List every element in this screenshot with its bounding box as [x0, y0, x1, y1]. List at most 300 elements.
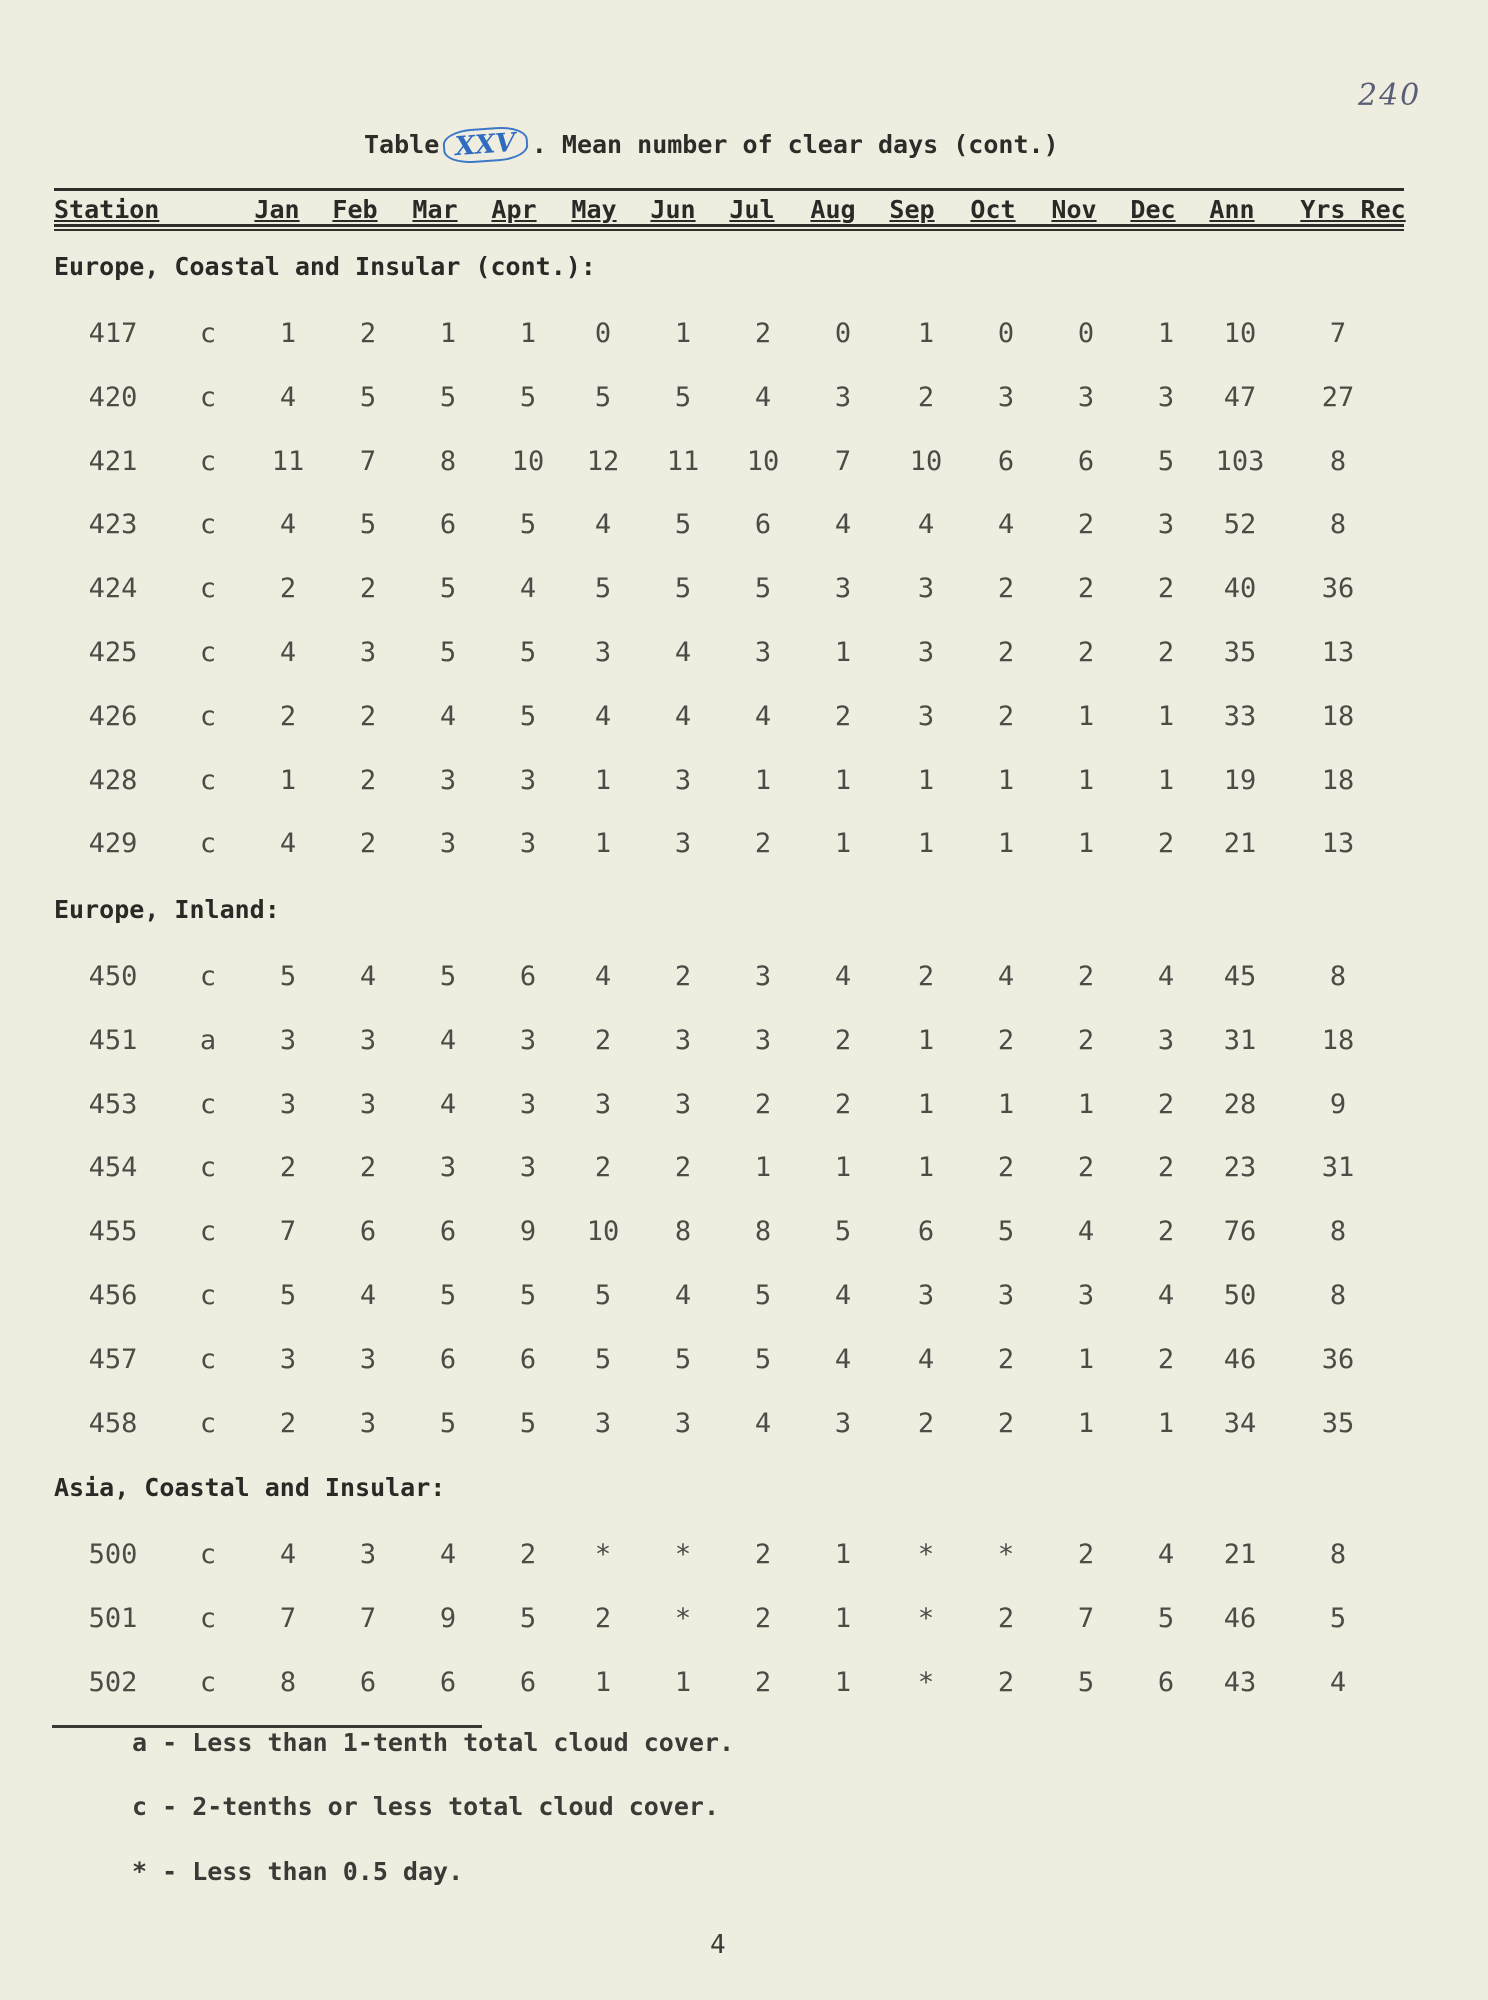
station-id-cell: 429 [88, 828, 138, 860]
table-cell: 50 [1223, 1280, 1257, 1311]
station-id-cell: 425 [88, 637, 138, 668]
table-cell: 5 [594, 381, 612, 413]
table-cell: 2 [594, 1602, 612, 1634]
table-cell: 2 [279, 1407, 297, 1439]
table-cell: 2 [997, 1024, 1015, 1056]
table-cell: 6 [439, 1343, 457, 1375]
page-number: 4 [710, 1930, 726, 1960]
table-cell: 3 [997, 381, 1015, 413]
table-cell: 2 [279, 700, 297, 732]
table-cell: 2 [1157, 637, 1175, 668]
table-cell: 3 [917, 700, 935, 732]
table-cell: 6 [997, 445, 1015, 477]
table-cell: 5 [834, 1216, 852, 1248]
table-cell: 4 [1329, 1666, 1347, 1698]
table-cell: 4 [279, 509, 297, 541]
table-cell: 2 [997, 1343, 1015, 1375]
cloud-class-cell: c [199, 1666, 217, 1698]
table-cell: 1 [834, 1539, 852, 1570]
table-cell: 27 [1321, 381, 1355, 413]
section-heading: Europe, Coastal and Insular (cont.): [54, 252, 596, 281]
cloud-class-cell: c [199, 381, 217, 413]
table-cell: * [997, 1539, 1015, 1570]
table-cell: 2 [917, 1407, 935, 1439]
table-cell: 6 [519, 961, 537, 992]
table-cell: 1 [1077, 1343, 1095, 1375]
table-cell: 5 [519, 1602, 537, 1634]
table-cell: 2 [1077, 1539, 1095, 1570]
table-cell: 1 [917, 1152, 935, 1184]
station-id-cell: 501 [88, 1602, 138, 1634]
table-cell: 1 [834, 764, 852, 796]
table-cell: 2 [1077, 637, 1095, 668]
table-cell: 3 [997, 1280, 1015, 1311]
table-cell: 2 [1157, 828, 1175, 860]
table-cell: 2 [674, 961, 692, 992]
table-cell: 4 [1077, 1216, 1095, 1248]
table-cell: 5 [594, 1343, 612, 1375]
table-cell: 8 [1329, 961, 1347, 992]
table-cell: 2 [1077, 961, 1095, 992]
table-cell: 3 [834, 381, 852, 413]
table-cell: 10 [586, 1216, 620, 1248]
table-cell: 2 [997, 1407, 1015, 1439]
table-cell: 6 [439, 1216, 457, 1248]
table-cell: 2 [754, 1088, 772, 1120]
table-cell: 6 [1077, 445, 1095, 477]
table-cell: 10 [909, 445, 943, 477]
table-cell: 3 [279, 1024, 297, 1056]
cloud-class-cell: c [199, 1088, 217, 1120]
table-cell: 3 [674, 1024, 692, 1056]
table-cell: 8 [279, 1666, 297, 1698]
table-cell: 5 [439, 573, 457, 605]
table-cell: 3 [674, 1088, 692, 1120]
cloud-class-cell: c [199, 700, 217, 732]
table-cell: 76 [1223, 1216, 1257, 1248]
table-cell: 3 [917, 637, 935, 668]
table-cell: 5 [754, 573, 772, 605]
table-cell: * [917, 1666, 935, 1698]
table-cell: 4 [917, 1343, 935, 1375]
cloud-class-cell: a [199, 1024, 217, 1056]
table-cell: * [594, 1539, 612, 1570]
table-cell: 4 [439, 700, 457, 732]
table-cell: 1 [1077, 828, 1095, 860]
table-cell: 4 [917, 509, 935, 541]
table-cell: 8 [439, 445, 457, 477]
table-cell: 2 [997, 573, 1015, 605]
cloud-class-cell: c [199, 764, 217, 796]
table-cell: 3 [594, 1088, 612, 1120]
table-cell: 3 [834, 573, 852, 605]
table-cell: 2 [359, 828, 377, 860]
table-cell: 5 [1157, 445, 1175, 477]
table-cell: 6 [359, 1666, 377, 1698]
table-cell: 28 [1223, 1088, 1257, 1120]
table-cell: 1 [1157, 318, 1175, 349]
table-cell: 5 [674, 509, 692, 541]
station-id-cell: 500 [88, 1539, 138, 1570]
table-cell: 33 [1223, 700, 1257, 732]
cloud-class-cell: c [199, 1216, 217, 1248]
table-cell: 3 [519, 828, 537, 860]
section-heading: Europe, Inland: [54, 895, 280, 924]
table-cell: 2 [754, 1602, 772, 1634]
table-cell: 5 [997, 1216, 1015, 1248]
table-cell: 3 [359, 1024, 377, 1056]
table-cell: 1 [917, 828, 935, 860]
table-cell: 9 [1329, 1088, 1347, 1120]
table-cell: 5 [359, 381, 377, 413]
table-cell: 2 [359, 318, 377, 349]
column-header-aug: Aug [810, 195, 856, 224]
column-header-dec: Dec [1130, 195, 1176, 224]
table-cell: 3 [754, 1024, 772, 1056]
table-cell: 1 [1157, 700, 1175, 732]
table-cell: 1 [754, 1152, 772, 1184]
table-cell: 2 [359, 1152, 377, 1184]
table-cell: 2 [997, 1666, 1015, 1698]
station-id-cell: 423 [88, 509, 138, 541]
table-cell: 5 [594, 1280, 612, 1311]
table-cell: 8 [1329, 1280, 1347, 1311]
table-cell: 10 [1223, 318, 1257, 349]
table-cell: 4 [279, 828, 297, 860]
station-id-cell: 455 [88, 1216, 138, 1248]
table-cell: 10 [511, 445, 545, 477]
table-cell: 2 [917, 961, 935, 992]
table-cell: 31 [1223, 1024, 1257, 1056]
table-cell: 5 [279, 1280, 297, 1311]
cloud-class-cell: c [199, 961, 217, 992]
table-cell: 3 [1077, 381, 1095, 413]
column-header-jul: Jul [729, 195, 775, 224]
table-cell: 3 [834, 1407, 852, 1439]
table-cell: 11 [666, 445, 700, 477]
station-id-cell: 502 [88, 1666, 138, 1698]
table-cell: 4 [997, 509, 1015, 541]
table-cell: 1 [594, 828, 612, 860]
table-cell: 2 [997, 1152, 1015, 1184]
table-cell: 4 [674, 1280, 692, 1311]
station-id-cell: 458 [88, 1407, 138, 1439]
table-cell: 4 [674, 700, 692, 732]
handwritten-page-number: 240 [1358, 78, 1422, 113]
header-top-rule [54, 188, 1404, 191]
table-cell: 2 [1157, 1343, 1175, 1375]
table-cell: * [917, 1539, 935, 1570]
table-cell: 6 [359, 1216, 377, 1248]
table-cell: 4 [754, 1407, 772, 1439]
table-cell: 1 [279, 764, 297, 796]
column-header-nov: Nov [1051, 195, 1097, 224]
table-cell: 3 [359, 1539, 377, 1570]
table-cell: 8 [1329, 445, 1347, 477]
table-cell: 2 [279, 1152, 297, 1184]
table-cell: 5 [519, 381, 537, 413]
table-cell: 103 [1215, 445, 1265, 477]
table-cell: 2 [754, 1539, 772, 1570]
table-cell: 4 [834, 1280, 852, 1311]
table-cell: 5 [519, 700, 537, 732]
table-cell: 9 [439, 1602, 457, 1634]
column-header-oct: Oct [970, 195, 1016, 224]
table-cell: 8 [1329, 1216, 1347, 1248]
table-cell: 1 [1077, 1088, 1095, 1120]
table-cell: 5 [1157, 1602, 1175, 1634]
table-cell: 4 [834, 961, 852, 992]
table-cell: 2 [1157, 1216, 1175, 1248]
table-cell: 1 [1157, 1407, 1175, 1439]
footnote-a: a - Less than 1-tenth total cloud cover. [132, 1728, 735, 1757]
table-cell: 0 [594, 318, 612, 349]
cloud-class-cell: c [199, 445, 217, 477]
table-cell: 23 [1223, 1152, 1257, 1184]
table-cell: 3 [594, 637, 612, 668]
table-cell: 5 [439, 637, 457, 668]
table-cell: 13 [1321, 828, 1355, 860]
table-cell: 1 [439, 318, 457, 349]
table-roman-numeral: XXV [442, 125, 529, 165]
table-cell: 2 [754, 1666, 772, 1698]
table-cell: 8 [1329, 509, 1347, 541]
table-cell: * [674, 1539, 692, 1570]
table-cell: 1 [279, 318, 297, 349]
header-bottom-rule [54, 224, 1404, 227]
table-cell: 52 [1223, 509, 1257, 541]
table-cell: 5 [519, 1407, 537, 1439]
table-cell: 13 [1321, 637, 1355, 668]
table-cell: 2 [359, 700, 377, 732]
table-cell: 7 [1077, 1602, 1095, 1634]
table-cell: 1 [1077, 1407, 1095, 1439]
table-cell: 2 [917, 381, 935, 413]
table-cell: 3 [359, 1343, 377, 1375]
table-cell: 1 [997, 828, 1015, 860]
column-header-yrs-rec: Yrs Rec [1300, 195, 1406, 224]
table-cell: 7 [359, 445, 377, 477]
table-cell: 4 [674, 637, 692, 668]
table-cell: 3 [1157, 381, 1175, 413]
table-cell: 5 [519, 509, 537, 541]
table-cell: 11 [271, 445, 305, 477]
station-id-cell: 421 [88, 445, 138, 477]
table-cell: 4 [439, 1024, 457, 1056]
cloud-class-cell: c [199, 637, 217, 668]
table-cell: 5 [1329, 1602, 1347, 1634]
column-header-station: Station [54, 195, 160, 224]
column-header-apr: Apr [491, 195, 537, 224]
table-cell: 2 [1077, 573, 1095, 605]
table-cell: 4 [519, 573, 537, 605]
section-heading: Asia, Coastal and Insular: [54, 1473, 446, 1502]
cloud-class-cell: c [199, 1280, 217, 1311]
table-cell: 18 [1321, 764, 1355, 796]
table-cell: 10 [746, 445, 780, 477]
footnote-c: c - 2-tenths or less total cloud cover. [132, 1792, 719, 1821]
table-cell: 5 [674, 573, 692, 605]
table-cell: 2 [1157, 573, 1175, 605]
station-id-cell: 417 [88, 318, 138, 349]
table-cell: 6 [519, 1666, 537, 1698]
station-id-cell: 456 [88, 1280, 138, 1311]
table-cell: 3 [917, 1280, 935, 1311]
cloud-class-cell: c [199, 828, 217, 860]
table-cell: 5 [594, 573, 612, 605]
table-cell: 3 [754, 961, 772, 992]
table-cell: 1 [917, 318, 935, 349]
table-cell: 3 [674, 1407, 692, 1439]
table-cell: 46 [1223, 1602, 1257, 1634]
table-cell: 4 [754, 381, 772, 413]
table-cell: 36 [1321, 573, 1355, 605]
table-cell: 5 [439, 381, 457, 413]
station-id-cell: 453 [88, 1088, 138, 1120]
table-cell: 1 [1077, 764, 1095, 796]
table-cell: 2 [1157, 1088, 1175, 1120]
table-cell: 1 [917, 764, 935, 796]
cloud-class-cell: c [199, 1539, 217, 1570]
table-cell: 1 [834, 1152, 852, 1184]
table-cell: 0 [834, 318, 852, 349]
cloud-class-cell: c [199, 1343, 217, 1375]
table-cell: 3 [754, 637, 772, 668]
table-cell: 4 [754, 700, 772, 732]
table-cell: 3 [279, 1343, 297, 1375]
column-header-mar: Mar [412, 195, 458, 224]
table-cell: 1 [997, 764, 1015, 796]
table-title [364, 128, 1059, 162]
table-cell: 8 [1329, 1539, 1347, 1570]
table-cell: 4 [834, 1343, 852, 1375]
table-cell: 2 [834, 1024, 852, 1056]
table-cell: 47 [1223, 381, 1257, 413]
station-id-cell: 424 [88, 573, 138, 605]
table-cell: 1 [594, 1666, 612, 1698]
column-header-jun: Jun [650, 195, 696, 224]
table-cell: 2 [997, 1602, 1015, 1634]
table-cell: 7 [359, 1602, 377, 1634]
table-cell: 1 [1077, 700, 1095, 732]
table-cell: 3 [519, 1088, 537, 1120]
table-cell: 4 [359, 961, 377, 992]
table-cell: 2 [754, 318, 772, 349]
station-id-cell: 420 [88, 381, 138, 413]
table-cell: 36 [1321, 1343, 1355, 1375]
table-cell: 4 [1157, 1280, 1175, 1311]
table-title-text: . Mean number of clear days (cont.) [531, 130, 1059, 159]
table-cell: 5 [439, 1407, 457, 1439]
table-cell: 5 [439, 961, 457, 992]
cloud-class-cell: c [199, 573, 217, 605]
table-cell: 4 [1157, 1539, 1175, 1570]
table-cell: 4 [997, 961, 1015, 992]
table-cell: 4 [1157, 961, 1175, 992]
table-cell: 1 [917, 1088, 935, 1120]
station-id-cell: 450 [88, 961, 138, 992]
table-cell: 7 [834, 445, 852, 477]
table-cell: 6 [754, 509, 772, 541]
table-cell: 21 [1223, 828, 1257, 860]
table-cell: 35 [1223, 637, 1257, 668]
table-cell: 3 [917, 573, 935, 605]
table-cell: 1 [917, 1024, 935, 1056]
column-header-ann: Ann [1209, 195, 1255, 224]
table-cell: 2 [359, 573, 377, 605]
table-cell: 6 [1157, 1666, 1175, 1698]
table-cell: 2 [997, 700, 1015, 732]
table-cell: 2 [997, 637, 1015, 668]
table-cell: 5 [674, 381, 692, 413]
table-cell: 5 [519, 637, 537, 668]
table-cell: 1 [834, 828, 852, 860]
table-cell: 4 [594, 700, 612, 732]
table-cell: 40 [1223, 573, 1257, 605]
table-cell: 4 [279, 637, 297, 668]
cloud-class-cell: c [199, 1407, 217, 1439]
table-cell: 5 [754, 1280, 772, 1311]
table-cell: 6 [439, 1666, 457, 1698]
table-cell: 31 [1321, 1152, 1355, 1184]
table-cell: 5 [279, 961, 297, 992]
table-cell: 4 [279, 381, 297, 413]
table-cell: 2 [519, 1539, 537, 1570]
table-cell: 4 [594, 961, 612, 992]
table-cell: 1 [519, 318, 537, 349]
table-cell: 34 [1223, 1407, 1257, 1439]
table-cell: 2 [674, 1152, 692, 1184]
table-cell: 3 [519, 1152, 537, 1184]
table-cell: 3 [279, 1088, 297, 1120]
table-cell: 3 [1157, 509, 1175, 541]
table-cell: 4 [439, 1088, 457, 1120]
table-cell: 4 [439, 1539, 457, 1570]
table-cell: 6 [519, 1343, 537, 1375]
table-cell: 3 [359, 1088, 377, 1120]
table-cell: 43 [1223, 1666, 1257, 1698]
station-id-cell: 454 [88, 1152, 138, 1184]
table-cell: 0 [997, 318, 1015, 349]
table-cell: 2 [1077, 509, 1095, 541]
table-cell: 1 [754, 764, 772, 796]
station-id-cell: 428 [88, 764, 138, 796]
table-cell: 8 [754, 1216, 772, 1248]
table-cell: 4 [594, 509, 612, 541]
station-id-cell: 451 [88, 1024, 138, 1056]
table-cell: 2 [594, 1152, 612, 1184]
table-cell: 1 [834, 1602, 852, 1634]
table-cell: 3 [359, 637, 377, 668]
table-cell: 3 [1157, 1024, 1175, 1056]
table-cell: 6 [439, 509, 457, 541]
table-cell: 3 [439, 764, 457, 796]
table-cell: 5 [359, 509, 377, 541]
cloud-class-cell: c [199, 318, 217, 349]
table-cell: 2 [1077, 1152, 1095, 1184]
table-cell: 2 [1157, 1152, 1175, 1184]
table-cell: 3 [519, 1024, 537, 1056]
table-cell: 1 [594, 764, 612, 796]
table-cell: 6 [917, 1216, 935, 1248]
table-cell: 46 [1223, 1343, 1257, 1375]
table-cell: 3 [1077, 1280, 1095, 1311]
table-cell: 2 [279, 573, 297, 605]
table-cell: 4 [279, 1539, 297, 1570]
table-cell: 2 [754, 828, 772, 860]
table-cell: 3 [674, 764, 692, 796]
table-cell: 18 [1321, 1024, 1355, 1056]
